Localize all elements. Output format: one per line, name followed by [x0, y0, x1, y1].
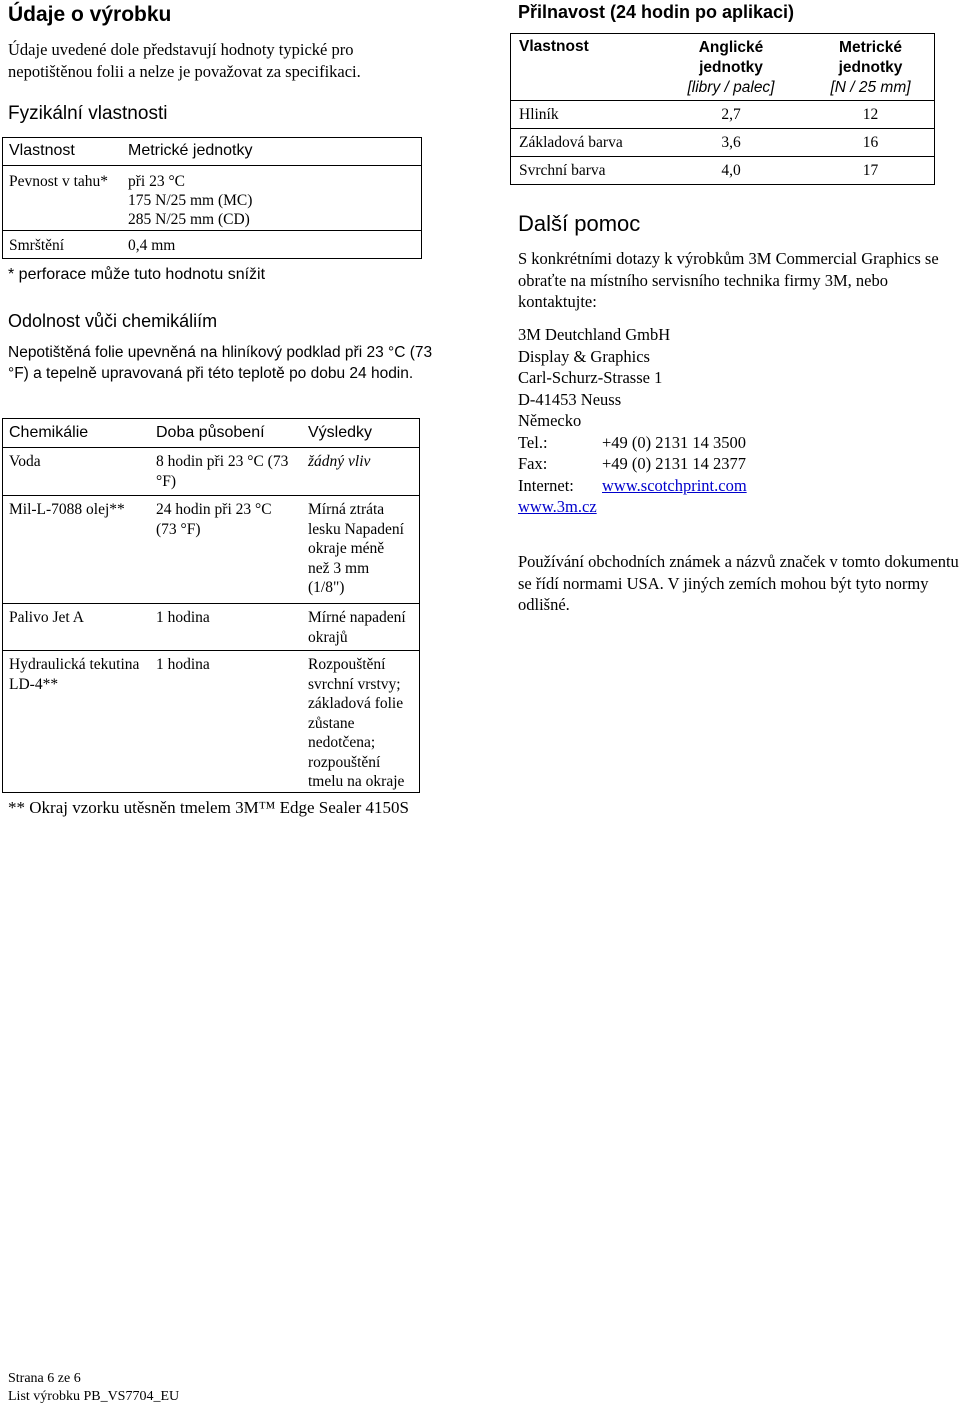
chem-cell: Voda	[9, 453, 41, 470]
col-property: Vlastnost	[9, 142, 75, 159]
document-id: List výrobku PB_VS7704_EU	[8, 1389, 180, 1404]
metric-cell: 12	[862, 106, 879, 123]
col-metric: Metrické jednotky	[838, 39, 903, 76]
table-row	[3, 496, 420, 604]
chem-table	[2, 418, 420, 793]
page-number: Strana 6 ze 6	[8, 1371, 81, 1386]
intro-text: Údaje uvedené dole představují hodnoty typické pro nepotištěnou folii a nelze je považovat za specifikaci.	[8, 40, 361, 81]
value-line: 285 N/25 mm (CD)	[128, 211, 250, 228]
value-line: 175 N/25 mm (MC)	[128, 192, 253, 209]
address-line: Carl-Schurz-Strasse 1	[518, 368, 663, 387]
time-cell: 24 hodin při 23 °C (73 °F)	[156, 501, 272, 538]
time-cell: 1 hodina	[156, 609, 210, 626]
col-chem: Chemikálie	[9, 424, 89, 441]
adhesion-heading: Přilnavost (24 hodin po aplikaci)	[518, 2, 795, 22]
table-row	[511, 157, 935, 185]
scotchprint-link[interactable]: www.scotchprint.com	[602, 475, 747, 495]
property-cell: Svrchní barva	[519, 162, 606, 179]
col-english: Anglické jednotky	[698, 39, 764, 76]
col-metric: Metrické jednotky	[128, 142, 253, 159]
address-line: Display & Graphics	[518, 346, 650, 366]
chem-note: ** Okraj vzorku utěsněn tmelem 3M™ Edge Sealer 4150S	[8, 798, 409, 817]
table-row	[3, 231, 422, 259]
tel-line	[518, 432, 958, 454]
metric-cell: 17	[862, 162, 879, 179]
property-cell: Základová barva	[519, 134, 623, 151]
value-line: při 23 °C	[128, 173, 186, 190]
fax-value: +49 (0) 2131 14 2377	[602, 454, 747, 473]
address-line: D-41453 Neuss	[518, 389, 622, 409]
english-cell: 4,0	[721, 162, 741, 179]
address-line: 3M Deutchland GmbH	[518, 325, 671, 344]
col-result: Výsledky	[308, 424, 373, 441]
col-time: Doba působení	[156, 424, 265, 441]
time-cell: 1 hodina	[156, 656, 210, 673]
col-english-unit: [libry / palec]	[687, 79, 775, 96]
table-row	[3, 604, 420, 651]
3m-cz-link[interactable]: www.3m.cz	[518, 497, 597, 516]
table-row	[3, 448, 420, 496]
property-cell: Hliník	[519, 106, 559, 123]
chem-intro: Nepotištěná folie upevněná na hliníkový podklad při 23 °C (73 °F) a tepelně upravovaná při této teplotě po dobu 24 hodin.	[8, 344, 433, 382]
col-property: Vlastnost	[519, 38, 589, 55]
chem-heading: Odolnost vůči chemikáliím	[8, 311, 218, 331]
fax-label: Fax:	[518, 454, 548, 473]
property-cell: Smrštění	[9, 237, 65, 254]
english-cell: 2,7	[721, 106, 741, 123]
english-cell: 3,6	[721, 134, 741, 151]
tel-label: Tel.:	[518, 432, 548, 452]
tel-value: +49 (0) 2131 14 3500	[602, 432, 747, 452]
table-row	[3, 166, 422, 231]
chem-cell: Hydraulická tekutina LD-4**	[9, 656, 140, 693]
internet-label: Internet:	[518, 475, 574, 495]
time-cell: 8 hodin při 23 °C (73 °F)	[156, 453, 289, 490]
adhesion-table	[510, 33, 935, 185]
help-heading: Další pomoc	[518, 211, 641, 236]
trademark-text: Používání obchodních známek a názvů značek v tomto dokumentu se řídí normami USA. V jiných zemích mohou být tyto normy odlišné.	[518, 552, 959, 614]
property-cell: Pevnost v tahu*	[9, 173, 109, 190]
col-metric-unit: [N / 25 mm]	[830, 79, 911, 96]
table-row	[3, 651, 420, 793]
result-cell: Mírná ztráta lesku Napadení okraje méně než 3 mm (1/8")	[308, 501, 404, 596]
internet-line	[518, 475, 958, 497]
address-line: Německo	[518, 411, 582, 430]
contact-block	[518, 324, 958, 518]
fax-line	[518, 453, 958, 475]
physical-table	[2, 137, 422, 259]
physical-heading: Fyzikální vlastnosti	[8, 103, 168, 124]
chem-cell: Palivo Jet A	[9, 609, 84, 626]
result-cell: Mírné napadení okrajů	[308, 609, 406, 646]
help-text: S konkrétními dotazy k výrobkům 3M Commercial Graphics se obraťte na místního servisního technika firmy 3M, nebo kontaktujte:	[518, 249, 939, 311]
metric-cell: 16	[862, 134, 879, 151]
chem-cell: Mil-L-7088 olej**	[9, 501, 125, 518]
result-cell: žádný vliv	[308, 453, 371, 470]
value-cell: 0,4 mm	[128, 237, 176, 254]
table-row	[511, 129, 935, 157]
result-cell: Rozpouštění svrchní vrstvy; základová folie zůstane nedotčena; rozpouštění tmelu na okraje	[308, 656, 405, 790]
physical-note: * perforace může tuto hodnotu snížit	[8, 266, 266, 283]
page-title: Údaje o výrobku	[8, 3, 172, 26]
table-row	[511, 101, 935, 129]
